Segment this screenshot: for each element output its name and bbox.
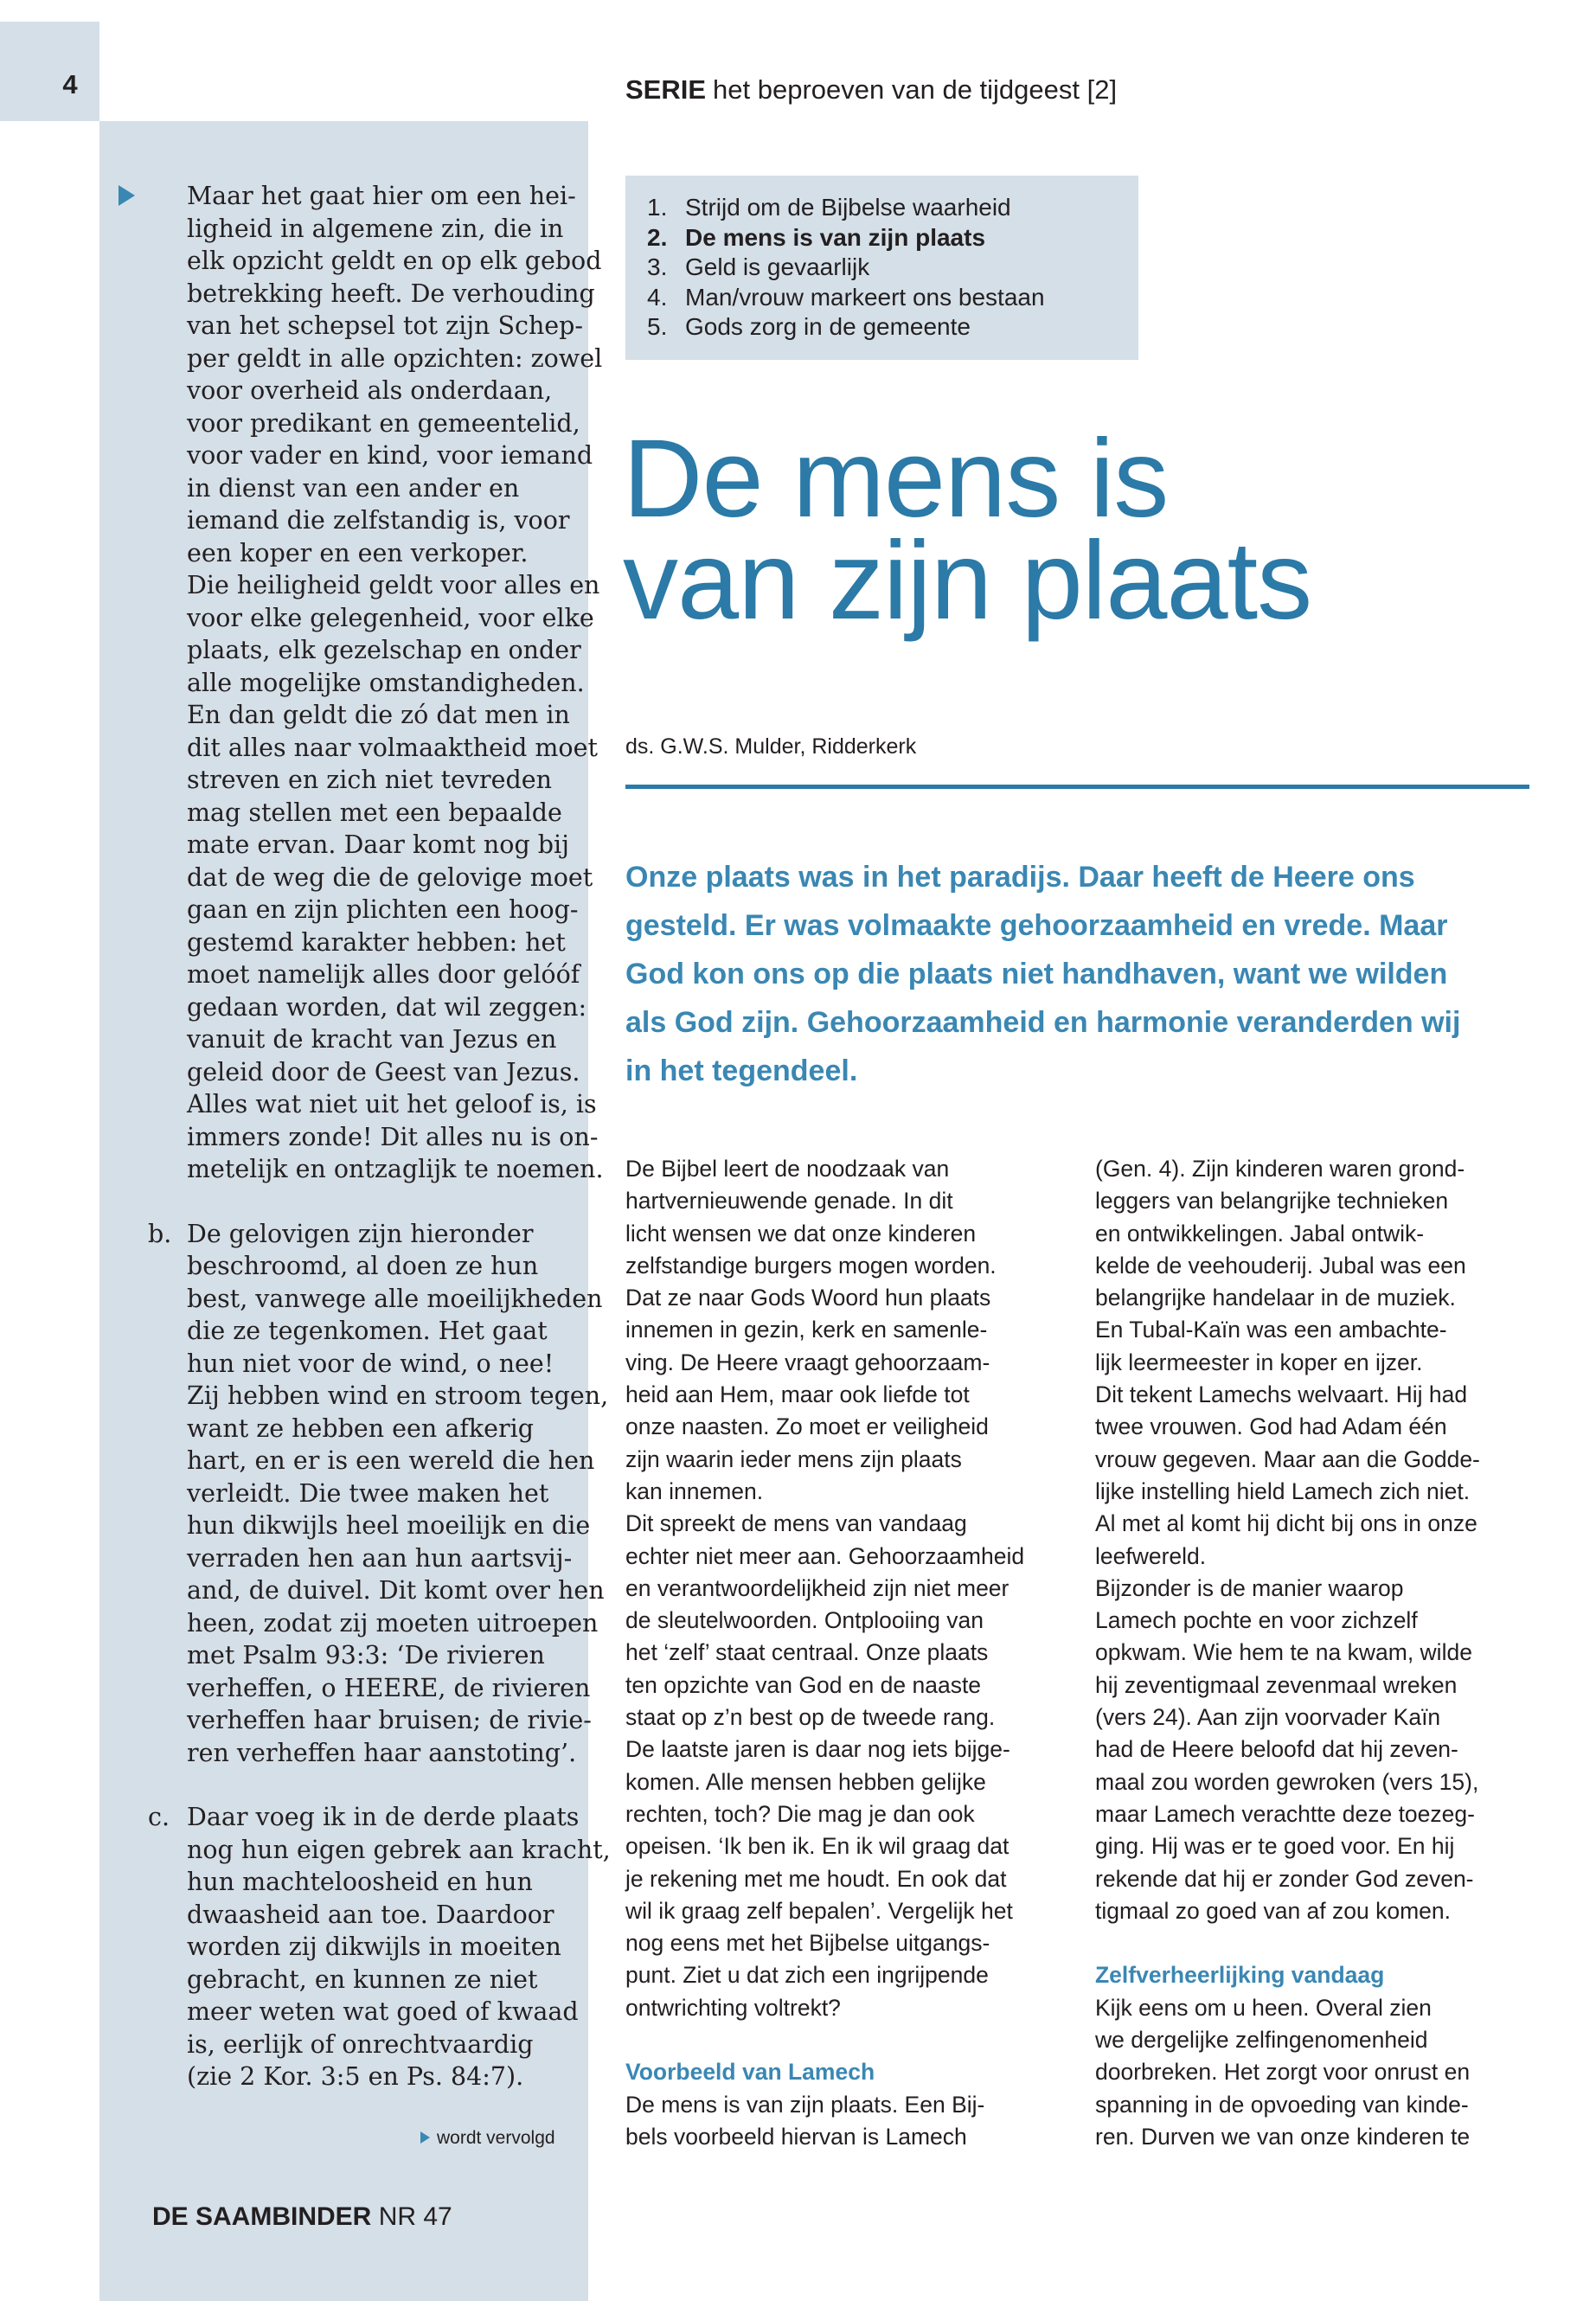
text-line: Die heiligheid geldt voor alles en [187, 571, 600, 599]
text-line: ten opzichte van God en de naaste [625, 1671, 982, 1698]
text-line: geleid door de Geest van Jezus. [187, 1057, 580, 1086]
text-line: moet namelijk alles door gelóóf [187, 960, 580, 989]
series-item-number: 4. [647, 283, 668, 311]
section-heading: Zelfverheerlijking vandaag [1095, 1962, 1385, 1989]
text-line: best, vanwege alle moeilijkheden [187, 1284, 603, 1313]
text-line: betrekking heeft. De verhouding [187, 279, 595, 308]
page-footer [152, 2202, 452, 2232]
text-line: mag stellen met een bepaalde [187, 798, 562, 827]
continuation-arrow-icon [119, 185, 135, 206]
text-line: voor elke gelegenheid, voor elke [187, 603, 594, 632]
series-item-label: Strijd om de Bijbelse waarheid [685, 194, 1011, 221]
text-line: verraden hen aan hun aartsvij- [187, 1543, 573, 1573]
text-line: ving. De Heere vraagt gehoorzaam- [625, 1349, 990, 1375]
intro-line: in het tegendeel. [625, 1054, 858, 1087]
body-paragraph [625, 1508, 1075, 2024]
text-line: hun machteloosheid en hun [187, 1868, 533, 1896]
text-line: meer weten wat goed of kwaad [187, 1997, 579, 2026]
text-line: zelfstandige burgers mogen worden. [625, 1252, 997, 1279]
text-line: metelijk en ontzaglijk te noemen. [187, 1155, 604, 1183]
text-line: hun dikwijls heel moeilijk en die [187, 1511, 591, 1540]
text-line: echter niet meer aan. Gehoorzaamheid [625, 1542, 1025, 1569]
body-column-2 [1095, 1153, 1545, 2153]
sidebar-item-b [148, 1218, 609, 1770]
text-line: immers zonde! Dit alles nu is on- [187, 1122, 599, 1151]
text-line: want ze hebben een afkerig [187, 1413, 534, 1443]
text-line: hart, en er is een wereld die hen [187, 1446, 595, 1475]
text-line: gestemd karakter hebben: het [187, 927, 566, 957]
text-line: De Bijbel leert de noodzaak van [625, 1156, 950, 1182]
text-line: dat de weg die de gelovige moet [187, 862, 593, 892]
series-item-label: Geld is gevaarlijk [685, 253, 870, 280]
text-line: met Psalm 93:3: ‘De rivieren [187, 1641, 545, 1670]
text-line: belangrijke handelaar in de muziek. [1095, 1285, 1456, 1311]
text-line: we dergelijke zelfingenomenheid [1095, 2027, 1428, 2054]
text-line: vanuit de kracht van Jezus en [187, 1025, 557, 1054]
title-line: De mens is [623, 417, 1169, 541]
text-line: rekende dat hij er zonder God zeven- [1095, 1865, 1474, 1892]
continued-arrow-icon [420, 2131, 430, 2144]
text-line: in dienst van een ander en [187, 473, 520, 503]
text-line: Alles wat niet uit het geloof is, is [187, 1090, 597, 1118]
text-line: iemand die zelfstandig is, voor [187, 506, 570, 535]
text-line: leggers van belangrijke technieken [1095, 1188, 1449, 1215]
intro-line: als God zijn. Gehoorzaamheid en harmonie veranderden wij [625, 1006, 1461, 1039]
item-label: c. [148, 1803, 170, 1831]
text-line: streven en zich niet tevreden [187, 766, 552, 794]
text-line: Maar het gaat hier om een hei- [187, 182, 576, 210]
text-line: Dit spreekt de mens van vandaag [625, 1510, 967, 1537]
body-paragraph [1095, 1992, 1545, 2153]
text-line: beschroomd, al doen ze hun [187, 1252, 539, 1280]
text-line: Zij hebben wind en stroom tegen, [187, 1381, 609, 1410]
text-line: lijke instelling hield Lamech zich niet. [1095, 1477, 1471, 1504]
text-line: en ontwikkelingen. Jabal ontwik- [1095, 1220, 1425, 1247]
text-line: alle mogelijke omstandigheden. [187, 668, 585, 697]
text-line: worden zij dikwijls in moeiten [187, 1932, 561, 1961]
series-item [647, 193, 1045, 223]
series-item-number: 1. [647, 194, 668, 221]
text-line: Lamech pochte en voor zichzelf [1095, 1607, 1418, 1634]
section-heading: Voorbeeld van Lamech [625, 2059, 875, 2086]
text-line: Dit tekent Lamechs welvaart. Hij had [1095, 1381, 1468, 1408]
text-line: een koper en een verkoper. [187, 538, 529, 567]
body-column-1 [625, 1153, 1075, 2153]
series-item-label: Man/vrouw markeert ons bestaan [685, 283, 1045, 311]
continued-note [420, 2128, 555, 2149]
text-line: wil ik graag zelf bepalen’. Vergelijk het [625, 1897, 1013, 1924]
text-line: (Gen. 4). Zijn kinderen waren grond- [1095, 1156, 1465, 1182]
series-item [647, 312, 1045, 343]
text-line: verheffen haar bruisen; de rivie- [187, 1706, 592, 1734]
item-label: b. [148, 1219, 172, 1248]
sidebar-paragraph [148, 180, 604, 1186]
text-line: onze naasten. Zo moet er veiligheid [625, 1413, 989, 1440]
body-paragraph [1095, 1153, 1545, 1379]
text-line: twee vrouwen. God had Adam één [1095, 1413, 1447, 1440]
text-line: kelde de veehouderij. Jubal was een [1095, 1252, 1466, 1279]
text-line: doorbreken. Het zorgt voor onrust en [1095, 2059, 1471, 2086]
series-item-current [647, 223, 1045, 253]
continued-label: wordt vervolgd [437, 2128, 555, 2148]
text-line: De gelovigen zijn hieronder [187, 1219, 534, 1248]
sidebar-item-c [148, 1801, 611, 2093]
page-number: 4 [62, 69, 78, 99]
title-divider [625, 785, 1529, 789]
text-line: voor predikant en gemeentelid, [187, 408, 580, 438]
article-title [623, 417, 1312, 643]
series-label: SERIE [625, 74, 707, 105]
text-line: kan innemen. [625, 1477, 764, 1504]
text-line: dwaasheid aan toe. Daardoor [187, 1900, 554, 1929]
text-line: verheffen, o HEERE, de rivieren [187, 1673, 591, 1702]
text-line: hun niet voor de wind, o nee! [187, 1349, 554, 1378]
text-line: En Tubal-Kaïn was een ambachte- [1095, 1317, 1447, 1343]
intro-line: Onze plaats was in het paradijs. Daar heeft de Heere ons [625, 861, 1415, 894]
body-paragraph [1095, 1379, 1545, 1573]
text-line: licht wensen we dat onze kinderen [625, 1220, 977, 1247]
text-line: (zie 2 Kor. 3:5 en Ps. 84:7). [187, 2062, 524, 2091]
text-line: leefwereld. [1095, 1542, 1207, 1569]
series-item [647, 283, 1045, 313]
magazine-name: DE SAAMBINDER [152, 2202, 372, 2231]
text-line: Daar voeg ik in de derde plaats [187, 1803, 580, 1831]
body-paragraph [625, 1153, 1075, 1508]
text-line: Bijzonder is de manier waarop [1095, 1574, 1404, 1601]
text-line: spanning in de opvoeding van kinde- [1095, 2091, 1469, 2118]
series-header [625, 74, 1117, 106]
text-line: (vers 24). Aan zijn voorvader Kaïn [1095, 1704, 1441, 1731]
text-line: Dat ze naar Gods Woord hun plaats [625, 1285, 991, 1311]
text-line: mate ervan. Daar komt nog bij [187, 830, 569, 859]
series-item-label: De mens is van zijn plaats [685, 223, 986, 251]
text-line: maal zou worden gewroken (vers 15), [1095, 1768, 1479, 1795]
text-line: maar Lamech verachtte deze toezeg- [1095, 1800, 1475, 1827]
text-line: die ze tegenkomen. Het gaat [187, 1317, 548, 1345]
series-item-number: 3. [647, 253, 668, 280]
author-byline: ds. G.W.S. Mulder, Ridderkerk [625, 734, 917, 759]
title-line: van zijn plaats [623, 519, 1312, 643]
body-paragraph [625, 2089, 1075, 2154]
text-line: ligheid in algemene zin, die in [187, 214, 564, 243]
text-line: voor overheid als onderdaan, [187, 376, 553, 405]
intro-lead [625, 853, 1542, 1095]
text-line: hij zeventigmaal zevenmaal wreken [1095, 1671, 1458, 1698]
text-line: bels voorbeeld hiervan is Lamech [625, 2123, 967, 2150]
text-line: staat op z’n best op de tweede rang. [625, 1704, 996, 1731]
intro-line: God kon ons op die plaats niet handhaven, want we wilden [625, 958, 1448, 990]
text-line: en verantwoordelijkheid zijn niet meer [625, 1574, 1010, 1601]
text-line: plaats, elk gezelschap en onder [187, 636, 581, 664]
text-line: dit alles naar volmaaktheid moet [187, 733, 598, 762]
text-line: innemen in gezin, kerk en samenle- [625, 1317, 988, 1343]
text-line: hartvernieuwende genade. In dit [625, 1188, 953, 1215]
text-line: ging. Hij was er te goed voor. En hij [1095, 1833, 1455, 1860]
text-line: gebracht, en kunnen ze niet [187, 1965, 538, 1994]
text-line: voor vader en kind, voor iemand [187, 441, 593, 470]
sidebar-text [148, 180, 611, 2093]
series-item-number: 2. [647, 223, 668, 251]
text-line: gedaan worden, dat wil zeggen: [187, 992, 587, 1022]
text-line: rechten, toch? Die mag je dan ook [625, 1800, 975, 1827]
text-line: tigmaal zo goed van af zou komen. [1095, 1897, 1451, 1924]
text-line: En dan geldt die zó dat men in [187, 701, 570, 729]
text-line: Al met al komt hij dicht bij ons in onze [1095, 1510, 1477, 1537]
text-line: per geldt in alle opzichten: zowel [187, 343, 603, 373]
text-line: ontwrichting voltrekt? [625, 1994, 841, 2021]
text-line: had de Heere beloofd dat hij zeven- [1095, 1736, 1458, 1763]
text-line: komen. Alle mensen hebben gelijke [625, 1768, 986, 1795]
series-item-number: 5. [647, 313, 668, 340]
text-line: zijn waarin ieder mens zijn plaats [625, 1445, 962, 1472]
text-line: verleidt. Die twee maken het [187, 1478, 549, 1508]
text-line: de sleutelwoorden. Ontplooiing van [625, 1607, 984, 1634]
series-item [647, 253, 1045, 283]
text-line: van het schepsel tot zijn Schep- [187, 311, 584, 340]
text-line: elk opzicht geldt en op elk gebod [187, 247, 602, 275]
text-line: het ‘zelf’ staat centraal. Onze plaats [625, 1639, 989, 1666]
text-line: is, eerlijk of onrechtvaardig [187, 2029, 534, 2059]
text-line: and, de duivel. Dit komt over hen [187, 1576, 605, 1605]
text-line: opkwam. Wie hem te na kwam, wilde [1095, 1639, 1472, 1666]
text-line: lijk leermeester in koper en ijzer. [1095, 1349, 1423, 1375]
text-line: punt. Ziet u dat zich een ingrijpende [625, 1962, 989, 1989]
issue-number: NR 47 [378, 2202, 452, 2231]
text-line: nog eens met het Bijbelse uitgangs- [625, 1930, 990, 1957]
text-line: Kijk eens om u heen. Overal zien [1095, 1994, 1432, 2021]
series-list [647, 193, 1045, 343]
text-line: ren. Durven we van onze kinderen te [1095, 2123, 1471, 2150]
text-line: je rekening met me houdt. En ook dat [625, 1865, 1007, 1892]
text-line: heen, zodat zij moeten uitroepen [187, 1608, 599, 1638]
text-line: gaan en zijn plichten een hoog- [187, 895, 579, 924]
text-line: ren verheffen haar aanstoting’. [187, 1738, 577, 1767]
body-paragraph [1095, 1573, 1545, 1927]
text-line: De mens is van zijn plaats. Een Bij- [625, 2091, 985, 2118]
text-line: De laatste jaren is daar nog iets bijge- [625, 1736, 1010, 1763]
text-line: heid aan Hem, maar ook liefde tot [625, 1381, 970, 1408]
text-line: opeisen. ‘Ik ben ik. En ik wil graag dat [625, 1833, 1010, 1860]
series-subtitle: het beproeven van de tijdgeest [2] [713, 74, 1118, 105]
intro-line: gesteld. Er was volmaakte gehoorzaamheid en vrede. Maar [625, 909, 1448, 942]
text-line: nog hun eigen gebrek aan kracht, [187, 1835, 611, 1864]
text-line: vrouw gegeven. Maar aan die Godde- [1095, 1445, 1480, 1472]
series-item-label: Gods zorg in de gemeente [685, 313, 971, 340]
